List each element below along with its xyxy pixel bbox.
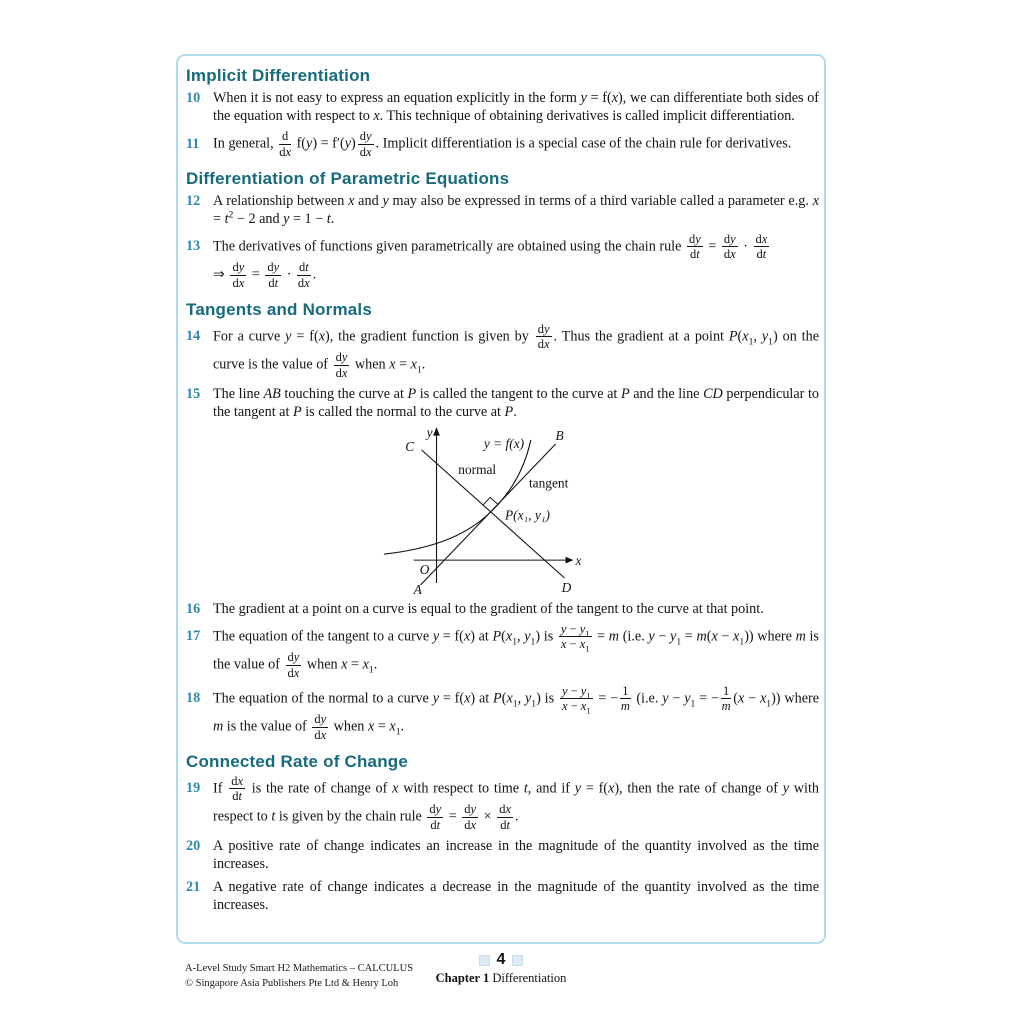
fraction: $\frac{dy}{dx}$ xyxy=(287,650,300,680)
item-number: 15 xyxy=(186,385,201,402)
rule-item-17 xyxy=(186,623,819,680)
label-D: D xyxy=(561,579,571,595)
item-text: When it is not easy to express an equation explicitly in the form y = f(x), we can differentiate both sides of the equation with respect to x. This technique of obtaining derivatives is called implicit differentiation. xyxy=(213,90,820,125)
item-text: The derivatives of functions given parametrically are obtained using the chain rule $\frac{dy}{dt}$ = $\frac{dy}{dx}$ · $\frac{dx}{dt}$ ⇒ $\frac{dy}{dx}$ = $\frac{dy}{dt}$ · $\frac{dt}{dx}$ . xyxy=(213,231,768,290)
fraction: $\frac{d}{dx}$ xyxy=(279,129,292,159)
items-group xyxy=(186,192,819,290)
content-panel xyxy=(176,54,826,944)
section-heading: Tangents and Normals xyxy=(186,299,372,319)
rule-item-20 xyxy=(186,837,819,873)
item-text: For a curve y = f(x), the gradient function is given by $\frac{dy}{dx}$ . Thus the gradient at a point $P(x_1$, $y_1$) on the curve is the value of $\frac{dy}{dx}$ when $x = x_1$. xyxy=(213,321,820,380)
item-number: 17 xyxy=(186,628,201,645)
rule-item-13 xyxy=(186,233,819,290)
item-number: 11 xyxy=(186,135,200,152)
fraction: $\frac{dy}{dx}$ xyxy=(359,129,372,159)
fraction: $\frac{1}{m}$ xyxy=(721,683,731,714)
fraction: $\frac{dy}{dt}$ xyxy=(429,802,442,832)
rule-item-11 xyxy=(186,130,819,159)
page-footer xyxy=(176,951,826,986)
normal-label: normal xyxy=(457,461,496,477)
fraction: $\frac{y - y_1}{x - x_1}$ xyxy=(561,683,591,716)
item-text: A relationship between x and y may also be expressed in terms of a third variable called a parameter e.g. $x = t^2 - 2$ and y = 1 − t. xyxy=(213,192,819,227)
rule-item-15 xyxy=(186,385,819,421)
item-number: 13 xyxy=(186,238,201,255)
chapter-name: Differentiation xyxy=(492,971,567,985)
fraction: $\frac{dy}{dx}$ xyxy=(464,802,477,832)
fraction: $\frac{dy}{dt}$ xyxy=(267,260,280,290)
item-text: The equation of the tangent to a curve y = f(x) at $P(x_1$, $y_1$) is $\frac{y - y_1}{x - x_1}$ = m (i.e. $y - y_1 = m(x - x_1)$) where m is the value of $\frac{dy}{dx}$ when $x = x_1$. xyxy=(213,621,819,680)
rule-item-21 xyxy=(186,878,819,914)
items-group xyxy=(186,775,819,914)
rule-item-19 xyxy=(186,775,819,832)
origin-label: O xyxy=(419,561,429,577)
fraction: $\frac{dy}{dx}$ xyxy=(232,260,245,290)
fraction: $\frac{1}{m}$ xyxy=(620,683,630,714)
item-text: In general, $\frac{d}{dx}$ f(y) = f′(y) $\frac{dy}{dx}$ . Implicit differentiation is a special case of the chain rule for derivatives. xyxy=(213,129,792,159)
fraction: $\frac{dx}{dt}$ xyxy=(499,802,511,832)
label-C: C xyxy=(404,438,414,454)
tangent-normal-diagram xyxy=(374,426,632,597)
section-connected-rate-of-change xyxy=(186,752,819,914)
rule-item-14 xyxy=(186,323,819,380)
fraction: $\frac{y - y_1}{x - x_1}$ xyxy=(560,621,590,654)
item-number: 16 xyxy=(186,600,201,617)
item-text: If $\frac{dx}{dt}$ is the rate of change of x with respect to time t, and if y = f(x), then the rate of change of y with respect to t is given by the chain rule $\frac{dy}{dt}$ = $\frac{dy}{dx}$ × $\frac{dx}{dt}$ . xyxy=(213,773,819,832)
items-group xyxy=(186,600,819,742)
curve-label: y = f(x) xyxy=(483,435,524,451)
label-B: B xyxy=(554,427,564,443)
y-axis-label: y xyxy=(426,425,433,440)
page-number-row xyxy=(176,951,826,969)
section-parametric-equations xyxy=(186,169,819,290)
x-axis-arrow-icon xyxy=(565,556,573,563)
item-text: The equation of the normal to a curve y = f(x) at $P(x_1$, $y_1$) is $\frac{y - y_1}{x - x_1}$ = − $\frac{1}{m}$ (i.e. $y - y_1$ = − $\frac{1}{m}$ $(x - x_1)$) where m is the value of $\frac{dy}{dx}$ when $x = x_1$. xyxy=(213,683,820,742)
fraction: $\frac{dt}{dx}$ xyxy=(297,260,310,290)
item-number: 19 xyxy=(186,780,201,797)
fraction: $\frac{dy}{dx}$ xyxy=(335,350,348,380)
chapter-line xyxy=(176,971,826,986)
item-number: 14 xyxy=(186,328,201,345)
rule-item-18 xyxy=(186,685,819,742)
page-number: 4 xyxy=(496,951,506,968)
fraction: $\frac{dy}{dx}$ xyxy=(537,321,550,352)
fraction: $\frac{dy}{dx}$ xyxy=(723,231,736,262)
section-heading: Connected Rate of Change xyxy=(186,751,409,771)
label-A: A xyxy=(413,581,422,597)
rule-item-10 xyxy=(186,89,819,125)
right-angle-icon xyxy=(483,497,498,505)
item-number: 18 xyxy=(186,690,201,707)
section-tangents-and-normals xyxy=(186,300,819,742)
item-number: 10 xyxy=(186,90,201,106)
fraction: $\frac{dy}{dt}$ xyxy=(688,231,701,262)
fraction: $\frac{dx}{dt}$ xyxy=(231,773,243,804)
section-implicit-differentiation xyxy=(186,66,819,159)
items-group xyxy=(186,323,819,421)
fraction: $\frac{dy}{dx}$ xyxy=(314,712,327,742)
page-number-decor-right-icon xyxy=(512,955,523,966)
imprint-line2: © Singapore Asia Publishers Pte Ltd & Henry Loh xyxy=(185,977,399,989)
item-text: The line AB touching the curve at P is called the tangent to the curve at P and the line CD perpendicular to the tangent at P is called the normal to the curve at P. xyxy=(213,385,819,420)
curve xyxy=(383,440,530,554)
item-text: A negative rate of change indicates a decrease in the magnitude of the quantity involved as the time increases. xyxy=(213,878,819,913)
imprint-line1: A-Level Study Smart H2 Mathematics – CALCULUS xyxy=(185,963,414,974)
tangent-label: tangent xyxy=(528,475,568,491)
chapter-label: Chapter 1 xyxy=(435,971,490,985)
item-number: 20 xyxy=(186,837,201,854)
x-axis-label: x xyxy=(574,552,581,568)
item-number: 21 xyxy=(186,878,201,895)
item-number: 12 xyxy=(186,192,201,209)
item-text: A positive rate of change indicates an increase in the magnitude of the quantity involved as the time increases. xyxy=(213,837,819,872)
item-text: The gradient at a point on a curve is equal to the gradient of the tangent to the curve at that point. xyxy=(213,600,764,617)
rule-item-16 xyxy=(186,600,819,618)
rule-item-12 xyxy=(186,192,819,228)
y-axis-arrow-icon xyxy=(433,427,440,435)
section-heading: Differentiation of Parametric Equations xyxy=(186,168,510,188)
section-heading: Implicit Differentiation xyxy=(186,66,371,85)
page-number-decor-left-icon xyxy=(479,955,490,966)
point-label: P(x₁, y₁) xyxy=(504,507,550,523)
fraction: $\frac{dx}{dt}$ xyxy=(755,231,768,262)
items-group xyxy=(186,89,819,159)
